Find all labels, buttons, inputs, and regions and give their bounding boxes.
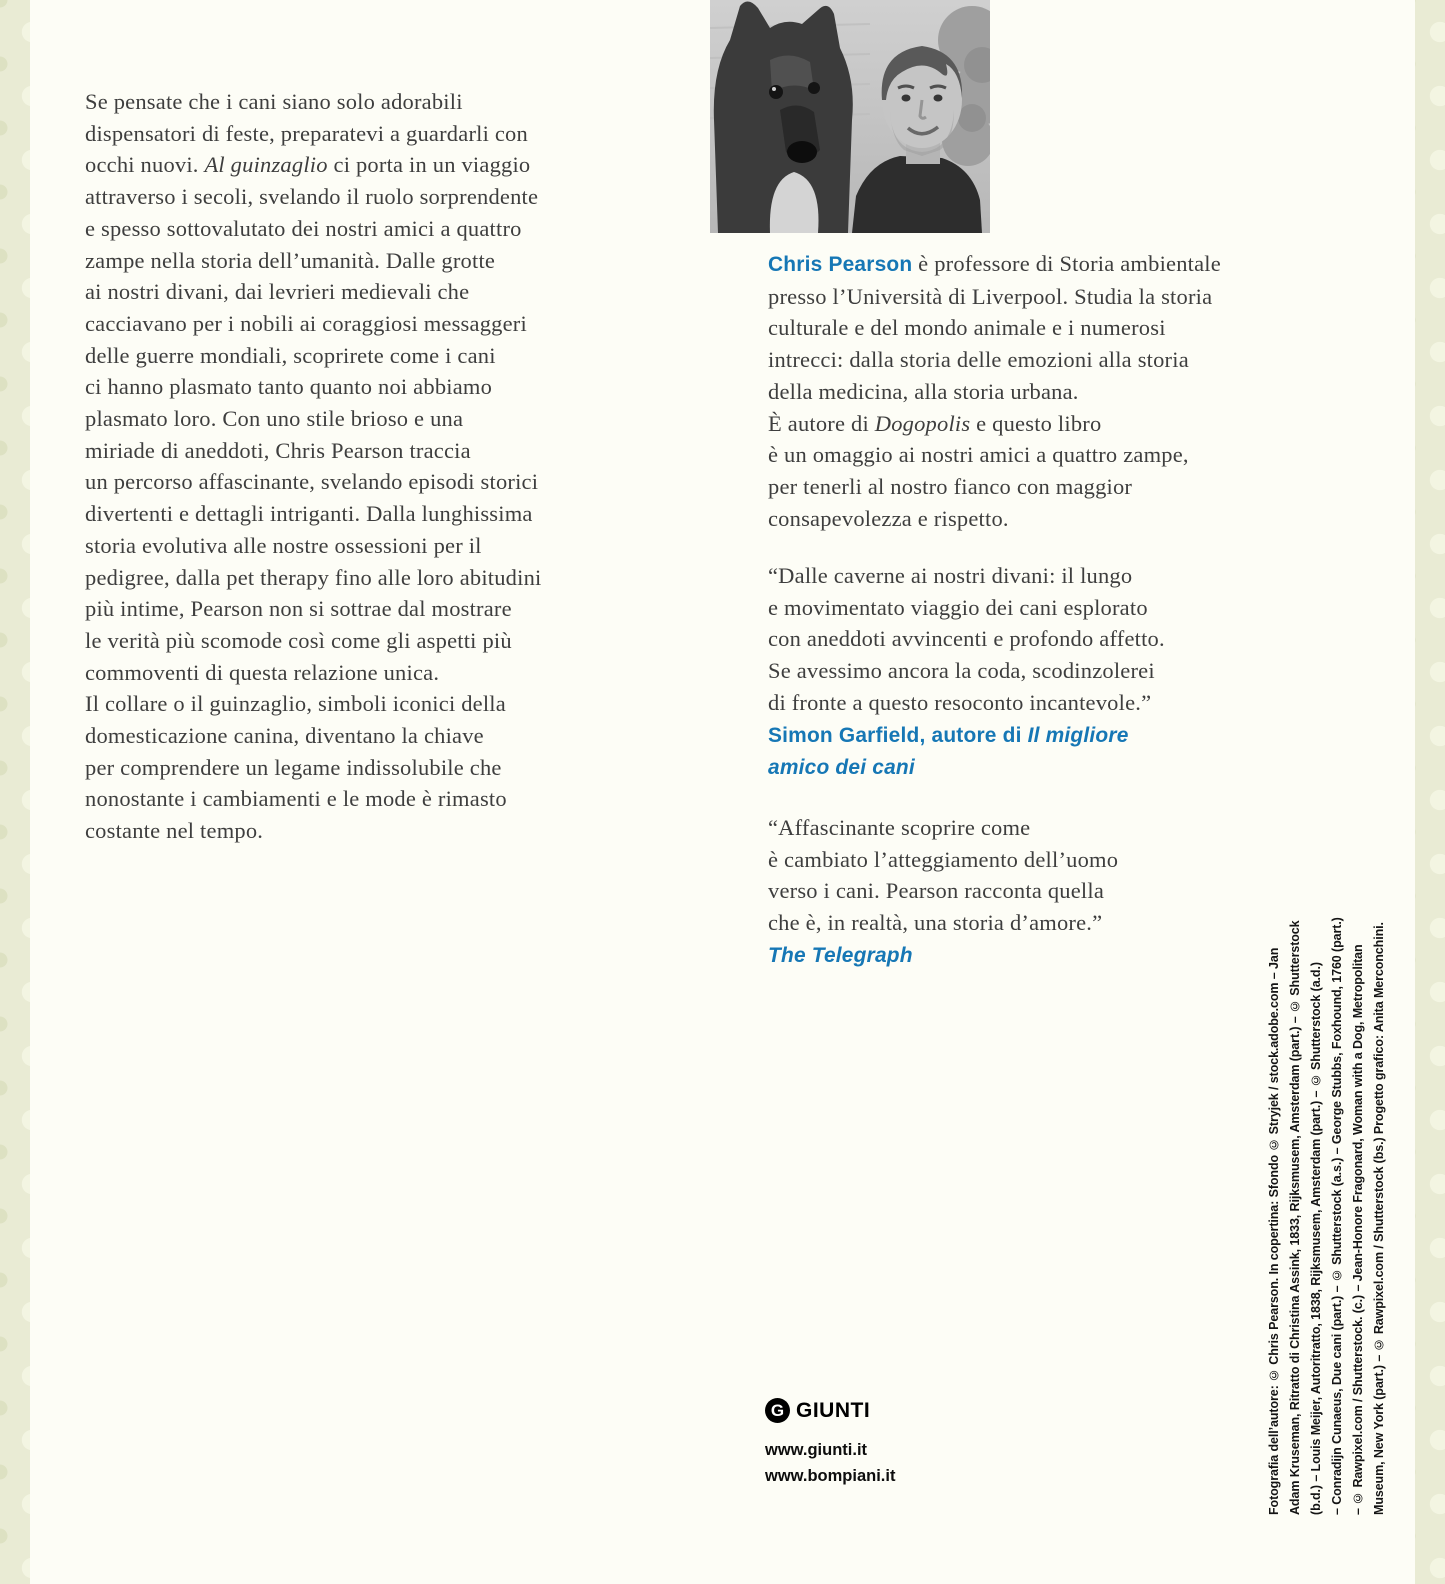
review-quote-telegraph — [768, 812, 1328, 972]
text-line — [85, 213, 685, 245]
text-line — [85, 720, 685, 752]
text-line — [85, 593, 685, 625]
author-photo-illustration — [710, 0, 990, 233]
text-segment: costante nel tempo. — [85, 818, 264, 844]
text-segment: della medicina, alla storia urbana. — [768, 378, 1079, 404]
text-segment: culturale e del mondo animale e i numerosi — [768, 315, 1166, 341]
publisher-url-giunti: www.giunti.it — [765, 1441, 868, 1459]
text-segment: Chris Pearson — [768, 253, 913, 276]
text-segment: The Telegraph — [768, 943, 913, 967]
text-line — [768, 408, 1328, 440]
text-line — [85, 466, 685, 498]
text-segment: “Affascinante scoprire come — [768, 815, 1031, 840]
text-line — [85, 815, 685, 847]
text-segment: occhi nuovi. — [85, 152, 205, 178]
text-segment: Il migliore — [1027, 723, 1129, 747]
text-segment: Dogopolis — [874, 410, 971, 436]
text-line — [768, 344, 1328, 376]
publisher-block — [765, 1398, 895, 1490]
text-line — [768, 751, 1328, 784]
text-segment: divertenti e dettagli intriganti. Dalla lunghissima — [85, 501, 533, 527]
text-line — [85, 276, 685, 308]
synopsis-text — [85, 86, 685, 847]
text-line — [85, 340, 685, 372]
text-segment: attraverso i secoli, svelando il ruolo sorprendente — [85, 184, 539, 210]
text-line — [768, 939, 1328, 972]
text-segment: per tenerli al nostro fianco con maggior — [768, 473, 1133, 499]
credits-line: Fotografia dell’autore: © Chris Pearson. In copertina: Sfondo © Stryjek / stock.adobe.com – Jan — [1267, 947, 1281, 1515]
text-line — [85, 498, 685, 530]
text-segment: di fronte a questo resoconto incantevole.” — [768, 689, 1152, 715]
text-segment: e spesso sottovalutato dei nostri amici a quattro — [85, 215, 522, 241]
text-segment: cacciavano per i nobili ai coraggiosi messaggeri — [85, 310, 527, 336]
text-line — [768, 844, 1328, 876]
text-line — [768, 719, 1328, 752]
text-line — [85, 371, 685, 403]
text-line — [85, 657, 685, 689]
review-quote-garfield — [768, 560, 1328, 784]
publisher-url-bompiani: www.bompiani.it — [765, 1467, 896, 1486]
text-segment: Simon Garfield, autore di — [768, 723, 1028, 747]
text-line — [85, 181, 685, 213]
text-line — [768, 592, 1328, 624]
text-segment: ci porta in un viaggio — [327, 152, 531, 178]
text-segment: con aneddoti avvincenti e profondo affetto. — [768, 626, 1165, 652]
text-line — [85, 562, 685, 594]
text-segment: verso i cani. Pearson racconta quella — [768, 878, 1105, 904]
author-bio — [768, 248, 1328, 534]
text-segment: Se pensate che i cani siano solo adorabili — [85, 89, 463, 114]
text-segment: un percorso affascinante, svelando episodi storici — [85, 469, 539, 495]
text-line — [768, 560, 1328, 592]
text-segment: nonostante i cambiamenti e le mode è rimasto — [85, 786, 507, 812]
text-line — [85, 86, 685, 118]
text-line — [768, 376, 1328, 408]
text-segment: ci hanno plasmato tanto quanto noi abbiamo — [85, 374, 493, 400]
text-segment: Se avessimo ancora la coda, scodinzolerei — [768, 658, 1155, 684]
text-segment: è professore di Storia ambientale — [912, 251, 1221, 276]
giunti-logo-text: GIUNTI — [796, 1398, 871, 1422]
text-line — [85, 752, 685, 784]
text-line — [85, 118, 685, 150]
photo-credits — [1264, 860, 1390, 1515]
text-line — [768, 503, 1328, 535]
text-segment: e movimentato viaggio dei cani esplorato — [768, 594, 1148, 620]
giunti-logo-icon: G — [765, 1398, 790, 1423]
text-segment: le verità più scomode così come gli aspetti più — [85, 627, 512, 653]
credits-line: Museum, New York (part.) – © Rawpixel.com / Shutterstock (bs.) Progetto grafico: Anita Merconchini. — [1372, 922, 1386, 1515]
text-line — [85, 403, 685, 435]
text-segment: domesticazione canina, diventano la chiave — [85, 723, 484, 749]
text-segment: delle guerre mondiali, scoprirete come i cani — [85, 342, 496, 368]
text-line — [768, 812, 1328, 844]
text-segment: presso l’Università di Liverpool. Studia la storia — [768, 283, 1213, 309]
credits-line: – © Rawpixel.com / Shutterstock. (c.) – Jean-Honore Fragonard, Woman with a Dog, Metropolitan — [1351, 944, 1365, 1515]
text-segment: Il collare o il guinzaglio, simboli iconici della — [85, 691, 506, 717]
text-line — [768, 687, 1328, 719]
text-line — [768, 439, 1328, 471]
text-segment: amico dei cani — [768, 756, 915, 780]
text-line — [85, 245, 685, 277]
text-segment: e questo libro — [970, 410, 1102, 436]
text-segment: plasmato loro. Con uno stile brioso e una — [85, 406, 464, 432]
text-line — [85, 625, 685, 657]
text-segment: che è, in realtà, una storia d’amore.” — [768, 910, 1103, 936]
text-segment: È autore di — [768, 410, 875, 436]
publisher-urls — [765, 1437, 895, 1490]
text-line — [768, 655, 1328, 687]
text-segment: storia evolutiva alle nostre ossessioni per il — [85, 532, 482, 558]
text-line — [85, 688, 685, 720]
text-segment: è un omaggio ai nostri amici a quattro zampe, — [768, 442, 1189, 468]
text-segment: per comprendere un legame indissolubile che — [85, 754, 502, 780]
text-segment: miriade di aneddoti, Chris Pearson traccia — [85, 437, 471, 463]
text-segment: consapevolezza e rispetto. — [768, 505, 1009, 531]
text-line — [768, 875, 1328, 907]
text-line — [85, 308, 685, 340]
text-segment: intrecci: dalla storia delle emozioni alla storia — [768, 347, 1189, 373]
text-line — [85, 435, 685, 467]
credits-line: Adam Kruseman, Ritratto di Christina Assink, 1833, Rijksmusem, Amsterdam (part.) – © Shutterstock — [1288, 920, 1302, 1515]
text-line — [768, 248, 1328, 281]
text-segment: Al guinzaglio — [204, 152, 328, 178]
text-segment: zampe nella storia dell’umanità. Dalle grotte — [85, 247, 496, 273]
text-segment: più intime, Pearson non si sottrae dal mostrare — [85, 596, 512, 622]
text-line — [768, 471, 1328, 503]
text-line — [768, 907, 1328, 939]
text-segment: pedigree, dalla pet therapy fino alle loro abitudini — [85, 564, 542, 590]
text-line — [85, 783, 685, 815]
text-line — [85, 530, 685, 562]
text-segment: commoventi di questa relazione unica. — [85, 659, 440, 685]
text-segment: “Dalle caverne ai nostri divani: il lungo — [768, 563, 1133, 588]
text-segment: è cambiato l’atteggiamento dell’uomo — [768, 846, 1119, 872]
credits-line: (b.d.) – Louis Meijer, Autoritratto, 1838, Rijksmusem, Amsterdam (part.) – © Shutterstock (a.d.) — [1309, 962, 1323, 1515]
giunti-logo — [765, 1398, 895, 1423]
text-segment: ai nostri divani, dai levrieri medievali che — [85, 279, 470, 305]
text-line — [768, 623, 1328, 655]
text-segment: dispensatori di feste, preparatevi a guardarli con — [85, 120, 528, 146]
credits-line: – Conradijn Cunaeus, Due cani (part.) – © Shutterstock (a.s.) – George Stubbs, Foxhound, 1760 (part.) — [1330, 917, 1344, 1515]
text-line — [768, 312, 1328, 344]
author-photo — [710, 0, 990, 233]
text-line — [85, 149, 685, 181]
text-line — [768, 281, 1328, 313]
